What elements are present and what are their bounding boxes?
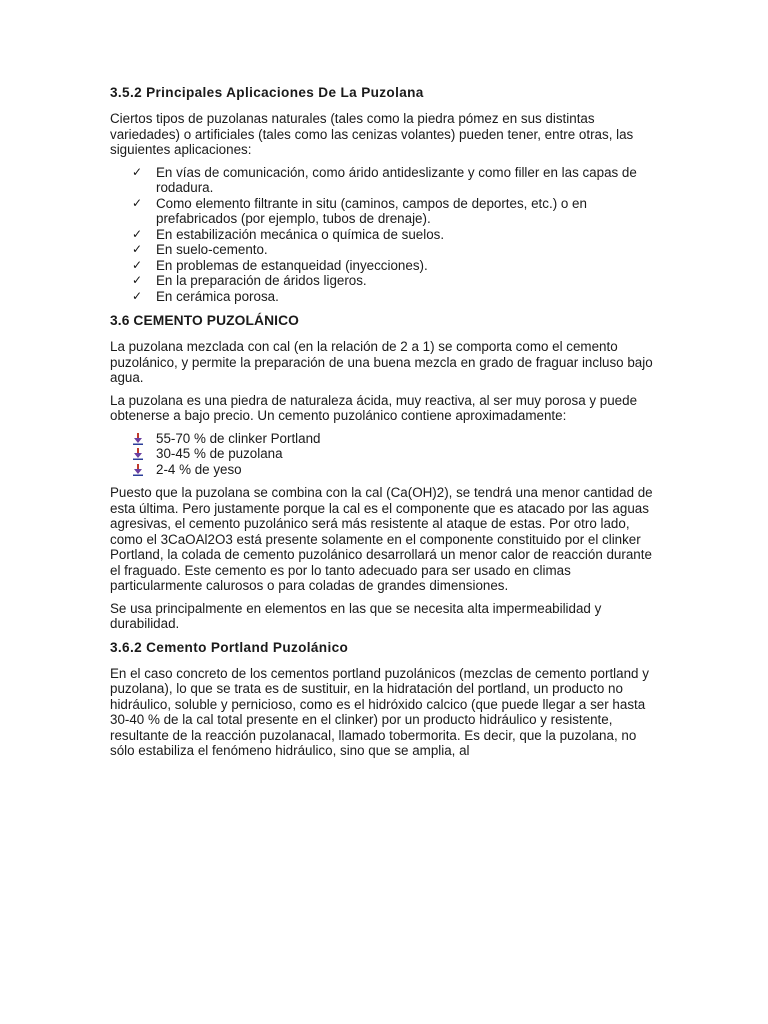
list-item-text: En la preparación de áridos ligeros. (156, 273, 367, 288)
check-mark-icon: ✓ (132, 195, 143, 210)
applications-list (110, 165, 662, 305)
list-item (110, 196, 662, 227)
list-item-text: En problemas de estanqueidad (inyecciones). (156, 257, 428, 273)
list-item-text: En vías de comunicación, como árido antideslizante y como filler en las capas de rodadura. (156, 164, 637, 195)
arrow-down-icon (132, 448, 144, 460)
list-item-text: 2-4 % de yeso (156, 461, 242, 477)
list-item (110, 431, 662, 447)
list-item-text: En suelo-cemento. (156, 242, 268, 257)
list-item (110, 289, 662, 305)
check-mark-icon: ✓ (132, 288, 143, 303)
document-content (110, 84, 662, 766)
paragraph: Se usa principalmente en elementos en las que se necesita alta impermeabilidad y durabilidad. (110, 600, 602, 631)
check-mark-icon: ✓ (132, 226, 143, 241)
paragraph: En el caso concreto de los cementos portland puzolánicos (mezclas de cemento portland y puzolana), lo que se trata es de sustituir, en la hidratación del portland, un producto no hidráulico, soluble y pernicioso, como es el hidróxido calcico (que puede llegar a ser hasta 30-40 % de la cal total presente en el clinker) por un producto hidráulico y resistente, resultante de la reacción puzolanacal, llamado tobermorita. Es decir, que la puzolana, no sólo estabiliza el fenómeno hidráulico, sino que se amplia, al (110, 665, 649, 758)
list-item (110, 462, 662, 478)
arrow-down-icon (132, 464, 144, 476)
check-mark-icon: ✓ (132, 257, 143, 272)
paragraph-intro: Ciertos tipos de puzolanas naturales (tales como la piedra pómez en sus distintas variedades) o artificiales (tales como las cenizas volantes) pueden tener, entre otras, las siguientes aplicaciones: (110, 111, 634, 157)
check-mark-icon: ✓ (132, 273, 143, 287)
list-item (110, 273, 662, 289)
section-heading-3-6-2: 3.6.2 Cemento Portland Puzolánico (110, 639, 349, 655)
list-item-text: 55-70 % de clinker Portland (156, 430, 321, 446)
paragraph: Puesto que la puzolana se combina con la cal (Ca(OH)2), se tendrá una menor cantidad de esta última. Pero justamente porque la cal es el componente que es atacado por las aguas agresivas, el cemento puzolánico será más resistente al ataque de estas. Por otro lado, como el 3CaOAl2O3 está presente solamente en el componente constituido por el clinker Portland, la colada de cemento puzolánico desarrollará un menor calor de reacción durante el fraguado. Este cemento es por lo tanto adecuado para ser usado en climas particularmente calurosos o para coladas de grandes dimensiones. (110, 485, 653, 593)
arrow-down-icon (132, 433, 144, 445)
section-heading-3-5-2: 3.5.2 Principales Aplicaciones De La Puzolana (110, 85, 424, 100)
check-mark-icon: ✓ (132, 242, 143, 256)
composition-list (110, 431, 662, 478)
paragraph: La puzolana mezclada con cal (en la relación de 2 a 1) se comporta como el cemento puzolánico, y permite la preparación de una buena mezcla en grado de fraguar incluso bajo agua. (110, 339, 653, 385)
list-item (110, 258, 662, 274)
list-item (110, 446, 662, 462)
check-mark-icon: ✓ (132, 164, 143, 179)
section-heading-3-6: 3.6 CEMENTO PUZOLÁNICO (110, 313, 299, 328)
list-item (110, 227, 662, 243)
list-item-text: Como elemento filtrante in situ (caminos, campos de deportes, etc.) o en prefabricados (por ejemplo, tubos de drenaje). (156, 195, 587, 226)
list-item-text: En estabilización mecánica o química de suelos. (156, 226, 445, 242)
list-item (110, 165, 662, 196)
list-item-text: En cerámica porosa. (156, 288, 279, 304)
paragraph: La puzolana es una piedra de naturaleza ácida, muy reactiva, al ser muy porosa y puede obtenerse a bajo precio. Un cemento puzolánico contiene aproximadamente: (110, 392, 638, 423)
list-item (110, 242, 662, 258)
list-item-text: 30-45 % de puzolana (156, 446, 283, 461)
